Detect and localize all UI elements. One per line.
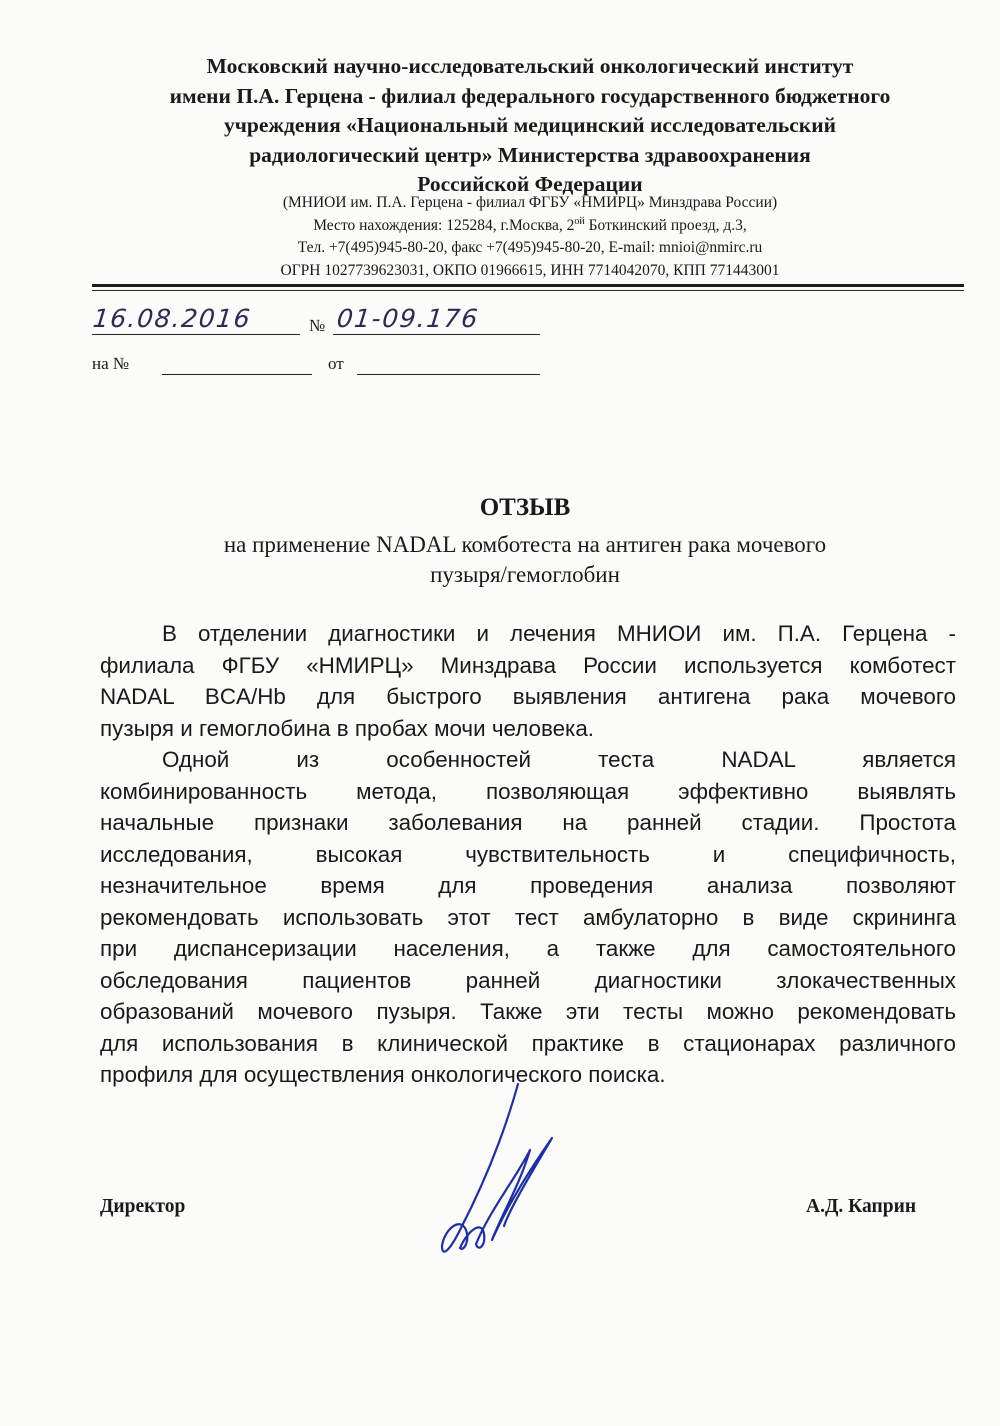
letter-body — [100, 618, 956, 1091]
institution-title-line: имени П.А. Герцена - филиал федерального государственного бюджетного — [169, 83, 891, 108]
institution-title-line: учреждения «Национальный медицинский исследовательский — [224, 113, 836, 137]
institution-address — [130, 215, 930, 238]
document-subtitle — [100, 530, 950, 590]
institution-contacts: Тел. +7(495)945-80-20, факс +7(495)945-80-20, E-mail: mnioi@nmirc.ru — [297, 239, 763, 256]
body-line: профиля для осуществления онкологического поиска. — [100, 1062, 666, 1087]
reference-date-line — [357, 374, 540, 375]
institution-title-line: Московский научно-исследовательский онкологический институт — [206, 54, 854, 78]
outgoing-date: 16.08.2016 — [91, 304, 253, 333]
letterhead-divider-thin — [92, 290, 964, 291]
body-line: образований мочевого пузыря. Также эти тесты можно рекомендовать — [100, 999, 956, 1024]
institution-title-line: Российской Федерации — [417, 172, 643, 196]
outgoing-number-line — [333, 334, 540, 335]
body-line: комбинированность метода, позволяющая эффективно выявлять — [100, 778, 956, 804]
address-superscript: ой — [574, 215, 585, 227]
body-line: В отделении диагностики и лечения МНИОИ им. П.А. Герцена - — [162, 621, 956, 646]
address-part: Боткинский проезд, д.3, — [584, 216, 747, 234]
outgoing-number: 01-09.176 — [335, 304, 481, 333]
body-line: обследования пациентов ранней диагностики злокачественных — [100, 967, 956, 993]
address-part: Место нахождения: 125284, г.Москва, 2 — [313, 216, 575, 234]
body-line: NADAL BCA/Hb для быстрого выявления антигена рака мочевого — [100, 684, 956, 709]
body-line: при диспансеризации населения, а также для самостоятельного — [100, 936, 956, 961]
institution-title — [120, 52, 940, 200]
document-subtitle-line: пузыря/гемоглобин — [430, 562, 620, 587]
handwritten-signature — [420, 1080, 570, 1270]
letterhead-divider-thick — [92, 284, 964, 287]
outgoing-number-label: № — [309, 316, 326, 335]
body-line: для использования в клинической практике в стационарах различного — [100, 1030, 956, 1056]
reference-number-label: на № — [92, 354, 130, 373]
institution-title-line: радиологический центр» Министерства здравоохранения — [249, 142, 811, 167]
body-line: Одной из особенностей теста NADAL является — [162, 747, 956, 772]
body-line: рекомендовать использовать этот тест амбулаторно в виде скрининга — [100, 904, 956, 930]
body-line: незначительное время для проведения анализа позволяют — [100, 873, 956, 898]
body-line: филиала ФГБУ «НМИРЦ» Минздрава России используется комботест — [100, 652, 956, 678]
body-line: исследования, высокая чувствительность и специфичность, — [100, 841, 956, 867]
body-line: начальные признаки заболевания на ранней стадии. Простота — [100, 810, 956, 835]
reference-number-line — [162, 374, 312, 375]
document-subtitle-line: на применение NADAL комботеста на антиген рака мочевого — [223, 532, 827, 557]
reference-date-label: от — [328, 354, 344, 373]
signer-name: А.Д. Каприн — [806, 1196, 917, 1217]
institution-details — [130, 192, 930, 282]
institution-registry: ОГРН 1027739623031, ОКПО 01966615, ИНН 7714042070, КПП 771443001 — [280, 261, 780, 279]
institution-short-name: (МНИОИ им. П.А. Герцена - филиал ФГБУ «НМИРЦ» Минздрава России) — [282, 194, 778, 211]
document-title: ОТЗЫВ — [479, 494, 571, 521]
outgoing-date-line — [92, 334, 300, 335]
signer-role: Директор — [100, 1196, 186, 1217]
body-line: пузыря и гемоглобина в пробах мочи человека. — [100, 715, 595, 741]
